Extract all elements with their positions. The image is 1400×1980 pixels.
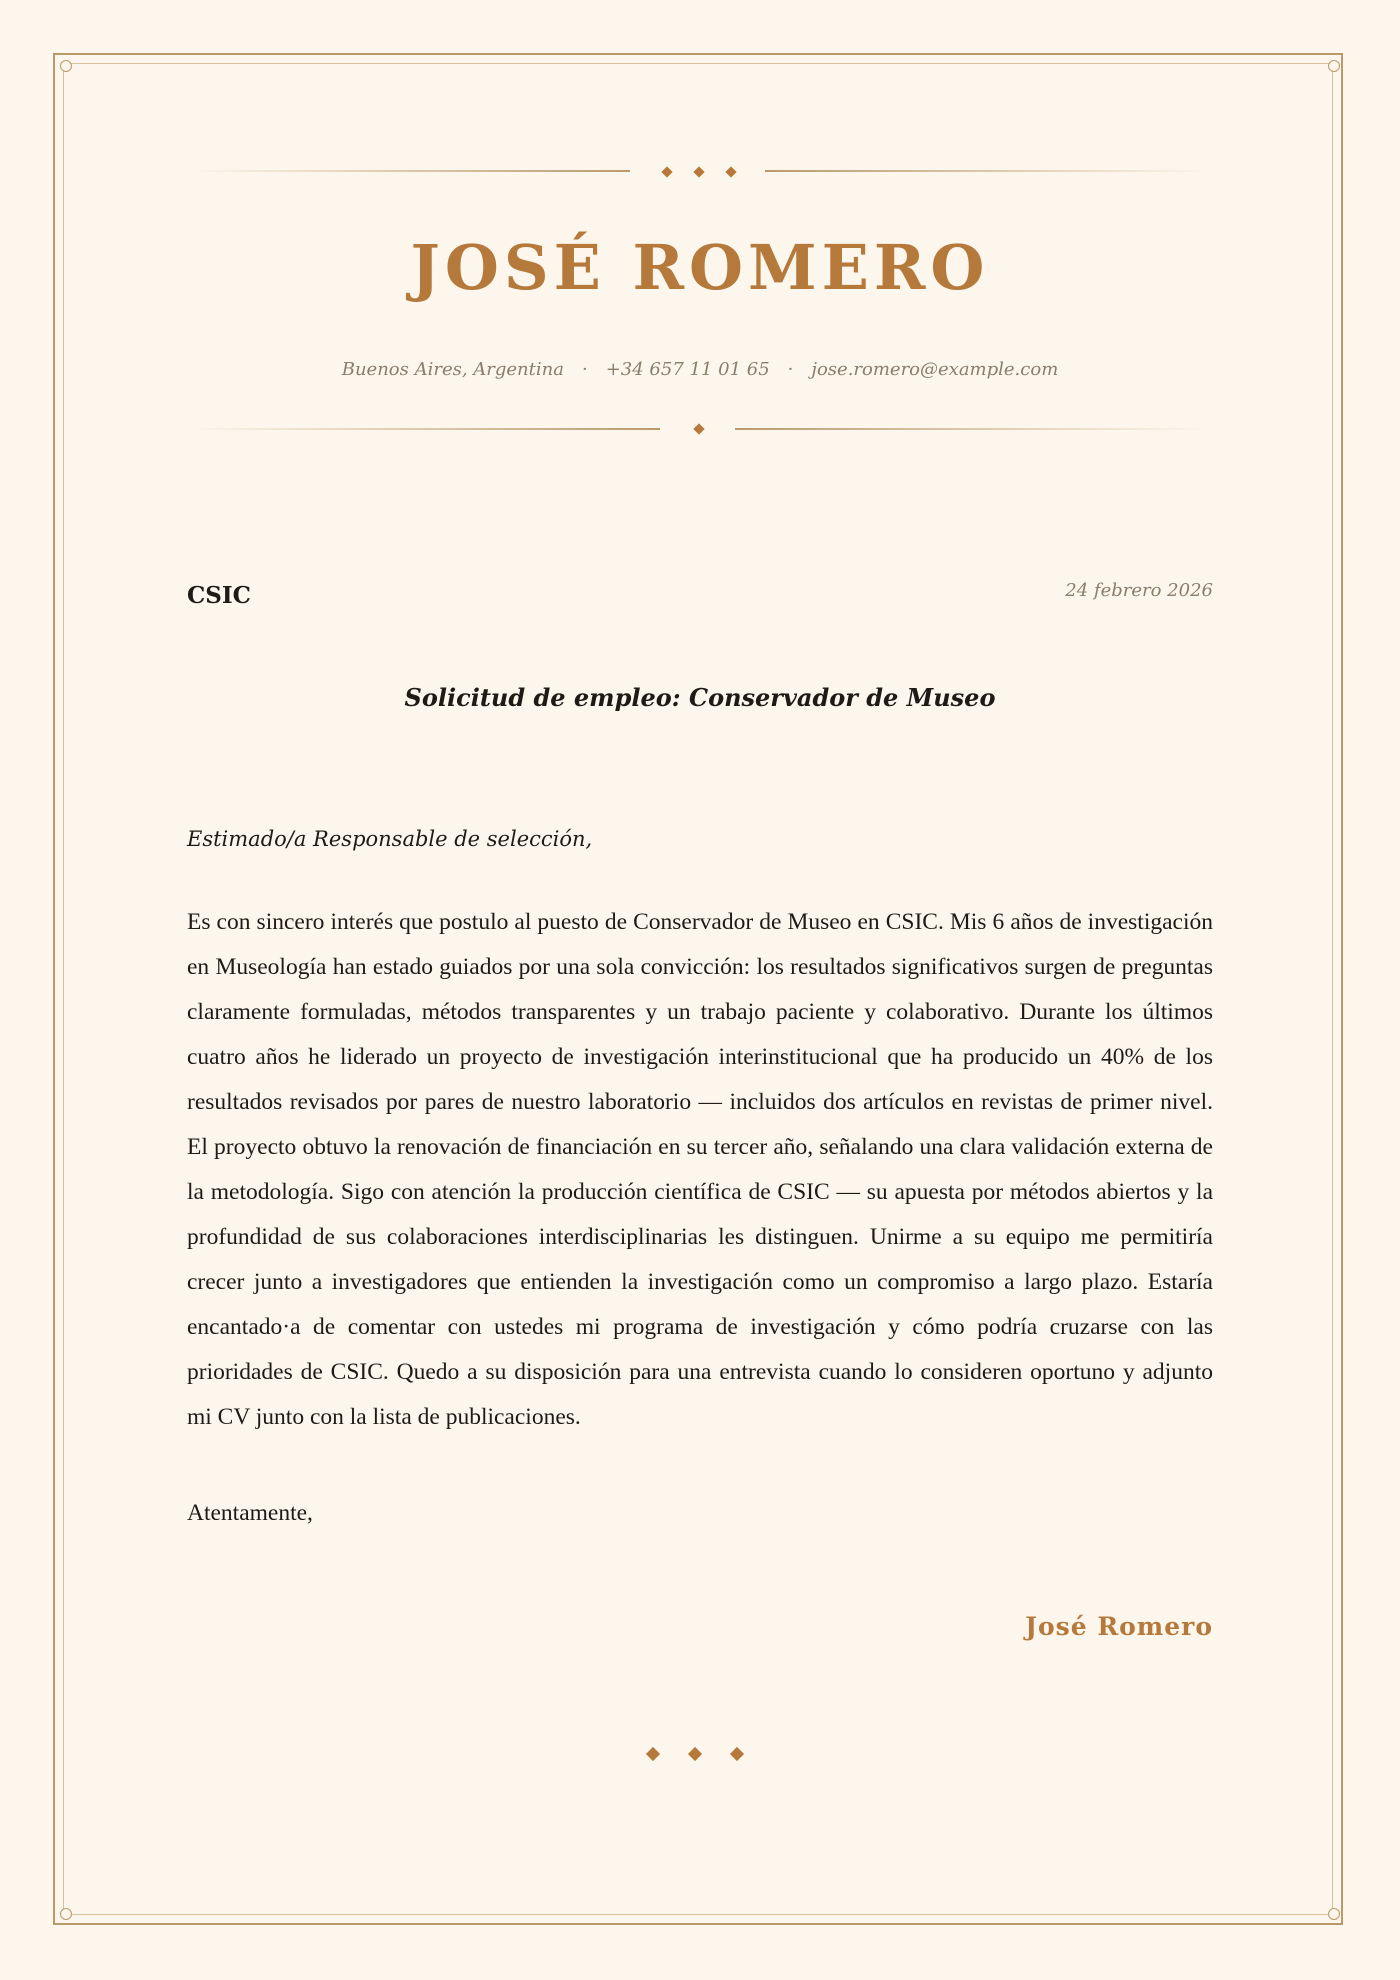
contact-separator: · [787, 359, 794, 380]
corner-ornament-icon [1328, 60, 1340, 72]
applicant-name: JOSÉ ROMERO [410, 231, 990, 304]
header-bottom-rule-left [190, 428, 660, 430]
contact-separator: · [581, 359, 588, 380]
letter-signature: José Romero [1025, 1612, 1213, 1641]
contact-location: Buenos Aires, Argentina [341, 359, 564, 380]
header-bottom-rule-right [735, 428, 1205, 430]
contact-email: jose.romero@example.com [811, 359, 1059, 380]
letter-date: 24 febrero 2026 [1065, 580, 1213, 601]
letter-body: Es con sincero interés que postulo al puesto de Conservador de Museo en CSIC. Mis 6 años de investigación en Museología han estado guiados por una sola convicción: los resultados significativos surgen de preguntas claramente formuladas, métodos transparentes y un trabajo paciente y colaborativo. Durante los últimos cuatro años he liderado un proyecto de investigación interinstitucional que ha producido un 40% de los resultados revisados por pares de nuestro laboratorio — incluidos dos artículos en revistas de primer nivel. El proyecto obtuvo la renovación de financiación en su tercer año, señalando una clara validación externa de la metodología. Sigo con atención la producción científica de CSIC — su apuesta por métodos abiertos y la profundidad de sus colaboraciones interdisciplinarias les distinguen. Unirme a su equipo me permitiría crecer junto a investigadores que entienden la investigación como un compromiso a largo plazo. Estaría encantado·a de comentar con ustedes mi programa de investigación y cómo podría cruzarse con las prioridades de CSIC. Quedo a su disposición para una entrevista cuando lo consideren oportuno y adjunto mi CV junto con la lista de publicaciones. [187, 909, 1213, 1430]
corner-ornament-icon [60, 60, 72, 72]
contact-line [0, 358, 1400, 382]
corner-ornament-icon [1328, 1908, 1340, 1920]
header-top-rule-left [190, 170, 630, 172]
corner-ornament-icon [60, 1908, 72, 1920]
letter-closing: Atentamente, [187, 1500, 313, 1526]
contact-phone: +34 657 11 01 65 [605, 359, 770, 380]
letter-subject: Solicitud de empleo: Conservador de Museo [404, 683, 996, 712]
header-top-rule-right [765, 170, 1210, 172]
recipient: CSIC [187, 582, 251, 609]
letter-greeting: Estimado/a Responsable de selección, [187, 827, 593, 851]
